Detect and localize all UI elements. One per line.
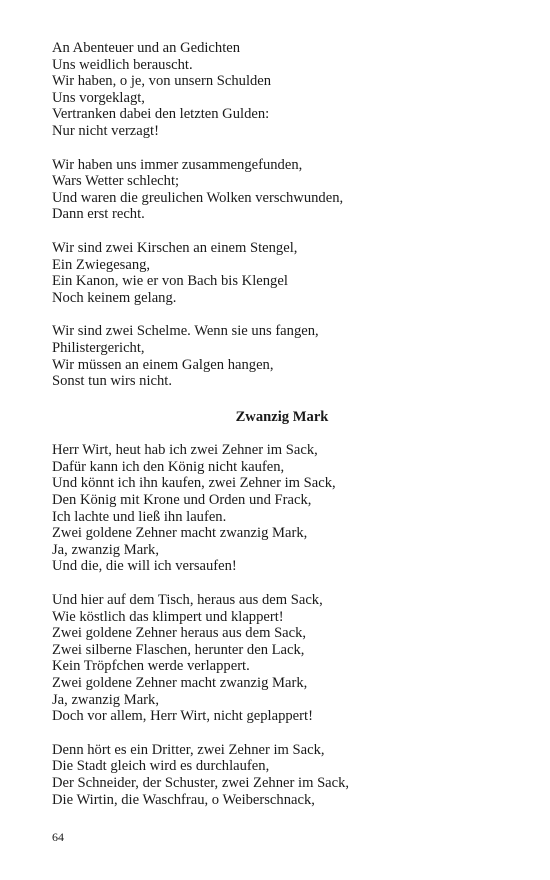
verse-line: Wie köstlich das klimpert und klappert! xyxy=(52,608,284,625)
verse-line: Kein Tröpfchen werde verlappert. xyxy=(52,658,250,675)
verse-line: Ja, zwanzig Mark, xyxy=(52,541,159,558)
verse-line: Uns weidlich berauscht. xyxy=(52,56,193,73)
stanza xyxy=(52,742,512,808)
page-content xyxy=(52,40,512,808)
verse-line: Den König mit Krone und Orden und Frack, xyxy=(52,492,312,509)
verse-line: Und könnt ich ihn kaufen, zwei Zehner im Sack, xyxy=(52,475,336,492)
verse-line: Denn hört es ein Dritter, zwei Zehner im Sack, xyxy=(52,741,325,758)
verse-line: Philistergericht, xyxy=(52,339,145,356)
verse-line: Wir müssen an einem Galgen hangen, xyxy=(52,356,274,373)
verse-line: Noch keinem gelang. xyxy=(52,289,177,306)
verse-line: Vertranken dabei den letzten Gulden: xyxy=(52,106,270,123)
verse-line: An Abenteuer und an Gedichten xyxy=(52,40,241,56)
verse-line: Uns vorgeklagt, xyxy=(52,89,145,106)
poem-title: Zwanzig Mark xyxy=(235,408,329,425)
verse-line: Ja, zwanzig Mark, xyxy=(52,691,159,708)
verse-line: Wir sind zwei Kirschen an einem Stengel, xyxy=(52,239,298,256)
verse-line: Zwei goldene Zehner macht zwanzig Mark, xyxy=(52,675,308,691)
verse-line: Und waren die greulichen Wolken verschwunden, xyxy=(52,189,344,206)
verse-line: Zwei goldene Zehner macht zwanzig Mark, xyxy=(52,525,308,542)
stanza xyxy=(52,592,512,725)
verse-line: Wars Wetter schlecht; xyxy=(52,173,180,190)
verse-line: Die Stadt gleich wird es durchlaufen, xyxy=(52,758,270,775)
verse-line: Ein Zwiegesang, xyxy=(52,256,151,273)
stanza xyxy=(52,442,512,575)
verse-line: Herr Wirt, heut hab ich zwei Zehner im Sack, xyxy=(52,442,318,459)
verse-line: Doch vor allem, Herr Wirt, nicht geplappert! xyxy=(52,708,313,725)
verse-line: Nur nicht verzagt! xyxy=(52,122,159,139)
verse-line: Dann erst recht. xyxy=(52,206,145,223)
verse-line: Wir haben uns immer zusammengefunden, xyxy=(52,156,303,173)
poem-after xyxy=(52,442,512,808)
verse-line: Der Schneider, der Schuster, zwei Zehner im Sack, xyxy=(52,774,350,791)
verse-line: Wir haben, o je, von unsern Schulden xyxy=(52,73,272,90)
stanza xyxy=(52,323,512,389)
verse-line: Die Wirtin, die Waschfrau, o Weiberschnack, xyxy=(52,791,315,808)
verse-line: Zwei goldene Zehner heraus aus dem Sack, xyxy=(52,625,307,642)
verse-line: Ich lachte und ließ ihn laufen. xyxy=(52,508,227,525)
verse-line: Und hier auf dem Tisch, heraus aus dem Sack, xyxy=(52,592,323,609)
verse-line: Zwei silberne Flaschen, herunter den Lack, xyxy=(52,641,305,658)
verse-line: Sonst tun wirs nicht. xyxy=(52,373,172,390)
verse-line: Ein Kanon, wie er von Bach bis Klengel xyxy=(52,273,288,290)
stanza xyxy=(52,40,512,140)
stanza xyxy=(52,157,512,223)
verse-line: Und die, die will ich versaufen! xyxy=(52,558,237,575)
page-number: 64 xyxy=(52,830,64,844)
verse-line: Wir sind zwei Schelme. Wenn sie uns fangen, xyxy=(52,323,319,340)
stanza xyxy=(52,240,512,306)
poem-before xyxy=(52,40,512,390)
verse-line: Dafür kann ich den König nicht kaufen, xyxy=(52,458,285,475)
